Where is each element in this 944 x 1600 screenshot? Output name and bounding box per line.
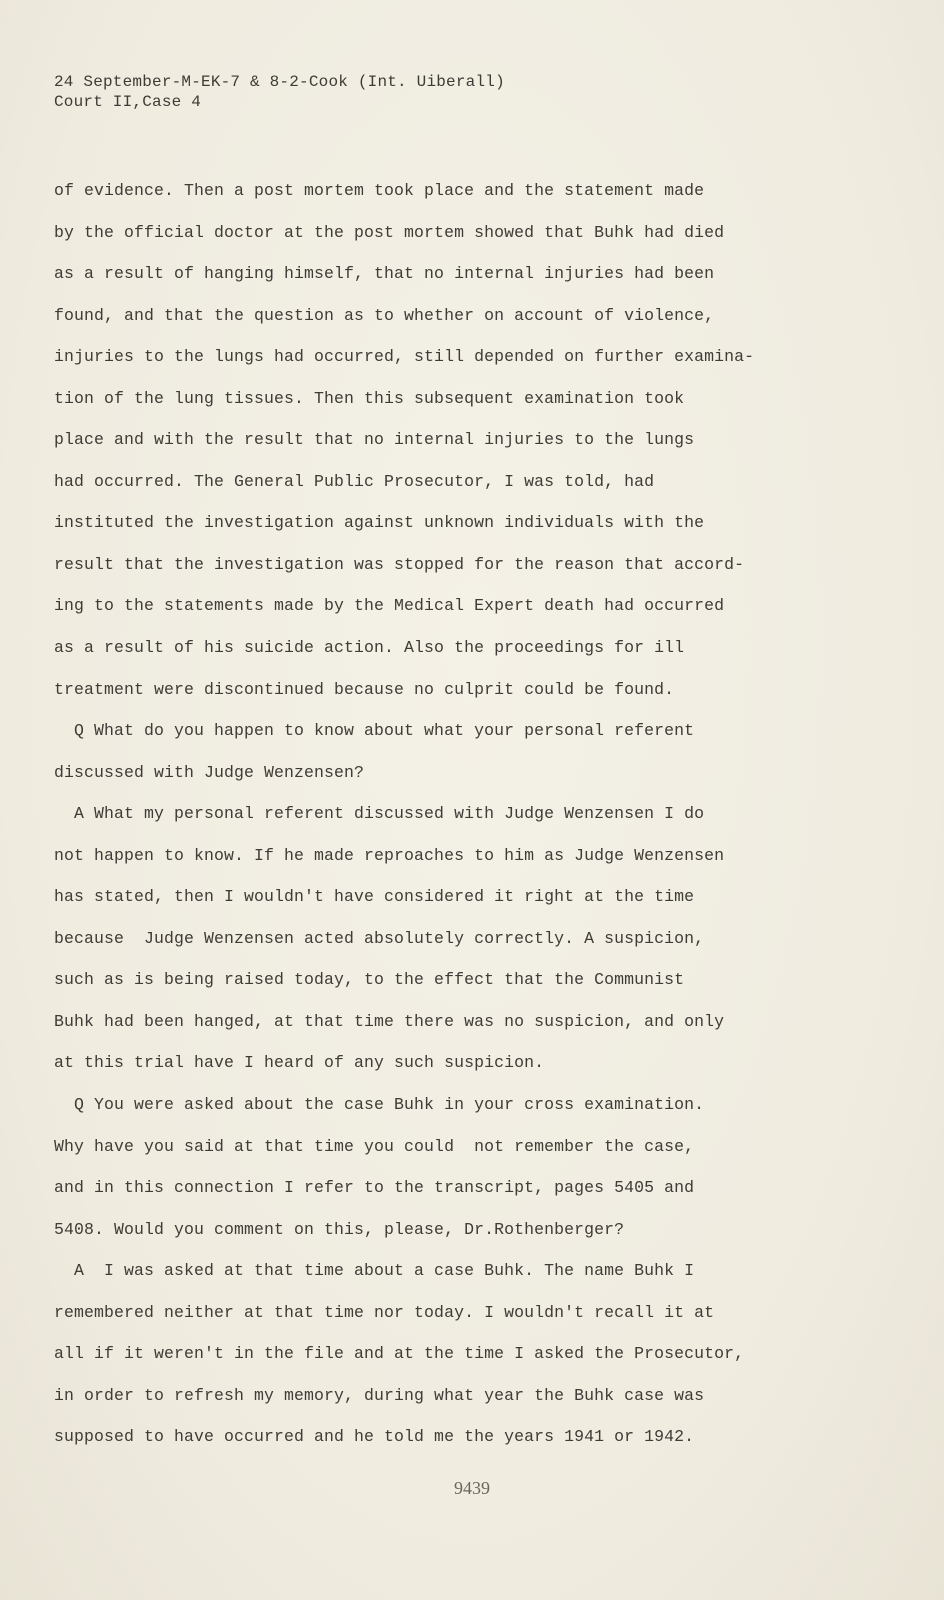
transcript-line: and in this connection I refer to the transcript, pages 5405 and [54,1178,695,1198]
transcript-line: all if it weren't in the file and at the time I asked the Prosecutor, [54,1344,745,1364]
transcript-line: by the official doctor at the post mortem showed that Buhk had died [54,222,725,242]
transcript-line: instituted the investigation against unknown individuals with the [54,513,705,533]
transcript-line: has stated, then I wouldn't have considered it right at the time [54,887,695,907]
transcript-line: in order to refresh my memory, during what year the Buhk case was [54,1385,705,1405]
transcript-line: as a result of his suicide action. Also the proceedings for ill [54,638,685,658]
transcript-line: because Judge Wenzensen acted absolutely correctly. A suspicion, [54,928,705,948]
header-line-session: 24 September-M-EK-7 & 8-2-Cook (Int. Uiberall) [54,73,505,91]
transcript-line: place and with the result that no internal injuries to the lungs [54,430,695,450]
transcript-line: had occurred. The General Public Prosecutor, I was told, had [54,471,655,491]
answer-line: A I was asked at that time about a case Buhk. The name Buhk I [54,1261,695,1281]
transcript-line: 5408. Would you comment on this, please, Dr.Rothenberger? [54,1219,625,1239]
transcript-line: remembered neither at that time nor today. I wouldn't recall it at [54,1302,715,1322]
transcript-line: tion of the lung tissues. Then this subsequent examination took [54,388,685,408]
transcript-line: found, and that the question as to whether on account of violence, [54,305,715,325]
question-line: Q What do you happen to know about what your personal referent [54,721,695,741]
question-line: Q You were asked about the case Buhk in your cross examination. [54,1095,705,1115]
transcript-line: supposed to have occurred and he told me the years 1941 or 1942. [54,1427,695,1447]
transcript-line: Why have you said at that time you could not remember the case, [54,1136,695,1156]
transcript-line: result that the investigation was stopped for the reason that accord- [54,554,745,574]
transcript-line: of evidence. Then a post mortem took place and the statement made [54,181,705,200]
header-line-court: Court II,Case 4 [54,93,202,111]
transcript-line: at this trial have I heard of any such suspicion. [54,1053,545,1073]
transcript-line: ing to the statements made by the Medical Expert death had occurred [54,596,725,616]
page-number: 9439 [454,1478,490,1498]
transcript-body [54,170,894,1458]
document-header [54,72,505,112]
transcript-line: not happen to know. If he made reproaches to him as Judge Wenzensen [54,845,725,865]
transcript-line: discussed with Judge Wenzensen? [54,762,365,782]
transcript-line: such as is being raised today, to the effect that the Communist [54,970,685,990]
answer-line: A What my personal referent discussed with Judge Wenzensen I do [54,804,705,824]
transcript-line: treatment were discontinued because no culprit could be found. [54,679,675,699]
transcript-line: injuries to the lungs had occurred, still depended on further examina- [54,347,755,367]
transcript-line: as a result of hanging himself, that no internal injuries had been [54,264,715,284]
transcript-line: Buhk had been hanged, at that time there was no suspicion, and only [54,1011,725,1031]
